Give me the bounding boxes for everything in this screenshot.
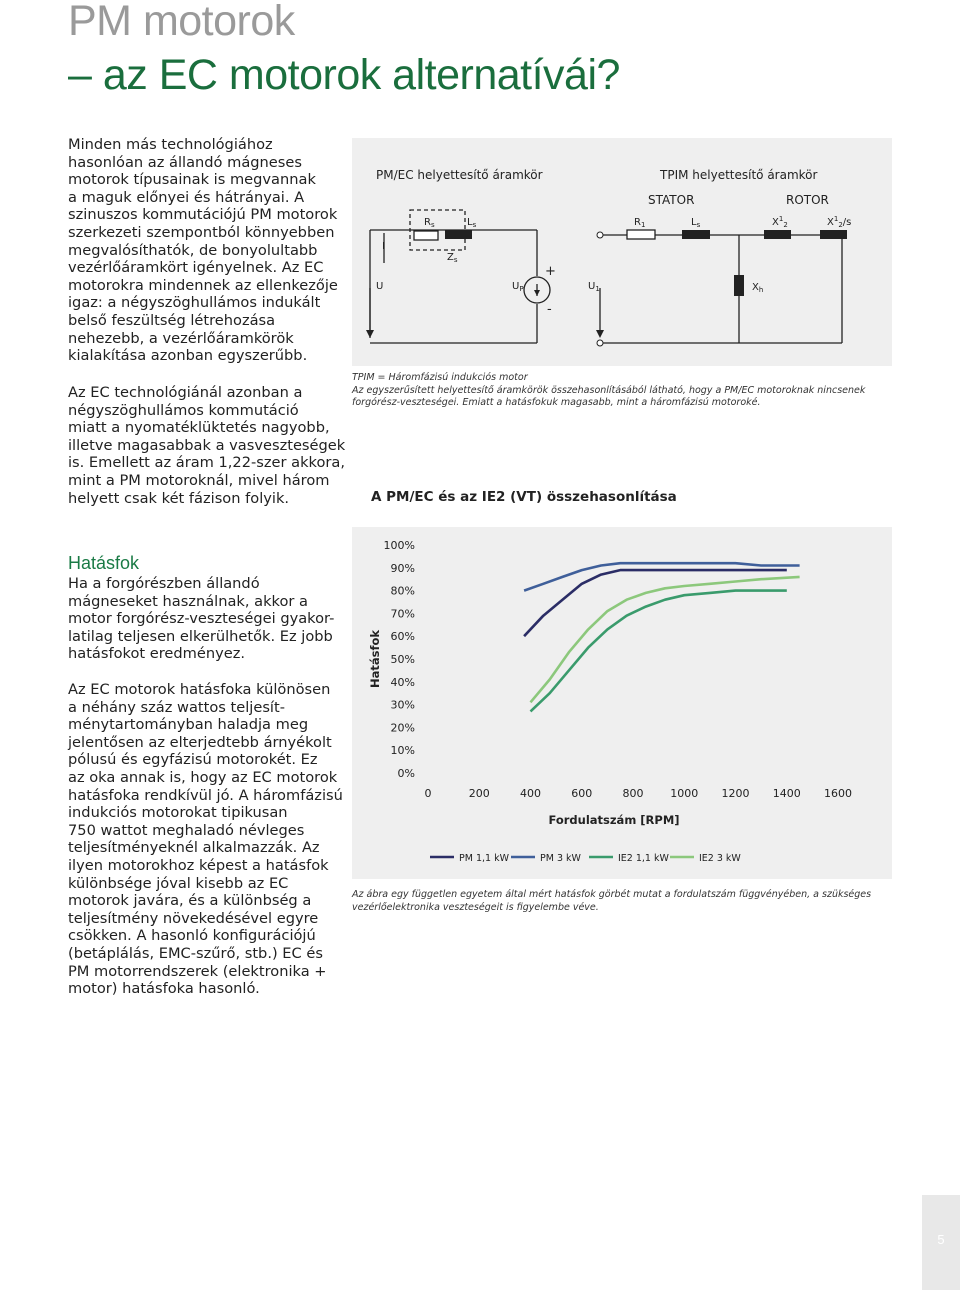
x-tick-label: 200 bbox=[468, 787, 490, 800]
legend-label: PM 1,1 kW bbox=[459, 853, 509, 864]
efficiency-paragraph-2 bbox=[68, 681, 343, 998]
text-line: 750 wattot meghaladó névleges bbox=[68, 821, 305, 839]
text-line: igaz: a négyszöghullámos indukált bbox=[68, 294, 321, 312]
text-line: különbsége jóval kisebb az EC bbox=[68, 874, 289, 892]
circuit-caption bbox=[352, 372, 865, 410]
text-line: a néhány száz wattos teljesít- bbox=[68, 698, 285, 716]
svg-text:-: - bbox=[547, 302, 552, 317]
y-tick-label: 50% bbox=[390, 653, 415, 666]
x-axis-label: Fordulatszám [RPM] bbox=[548, 813, 680, 827]
text-line: forgórész-veszteségei. Emiatt a hatásfokuk magasabb, mint a háromfázisú motoroké. bbox=[352, 397, 761, 408]
text-line: motorokra mindennek az ellenkezője bbox=[68, 276, 338, 294]
x-tick-label: 0 bbox=[424, 787, 432, 800]
y-tick-label: 70% bbox=[390, 607, 415, 621]
text-line: illetve magasabbak a vasveszteségek bbox=[68, 436, 346, 454]
legend-label: IE2 3 kW bbox=[699, 853, 741, 864]
text-line: Az EC motorok hatásfoka különösen bbox=[68, 681, 331, 698]
y-tick-label: 20% bbox=[390, 721, 415, 735]
svg-text:X12: $X^1_2$ bbox=[772, 215, 788, 229]
text-line: jelentősen az elterjedtebb árnyékolt bbox=[68, 733, 332, 751]
text-line: az oka annak is, hogy az EC motorok bbox=[68, 768, 338, 786]
text-line: vezérlőelektronika veszteségeit is figyelembe véve. bbox=[352, 901, 599, 913]
text-line: helyett csak két fázison folyik. bbox=[68, 489, 290, 507]
intro-paragraph bbox=[68, 136, 338, 365]
chart-panel bbox=[352, 527, 892, 879]
x-tick-label: 800 bbox=[622, 787, 644, 800]
text-line: motor forgórész-veszteségei gyakor- bbox=[68, 610, 335, 628]
x-tick-label: 400 bbox=[520, 787, 541, 800]
y-tick-label: 80% bbox=[390, 584, 415, 598]
legend-label: PM 3 kW bbox=[540, 853, 581, 864]
x-tick-label: 1000 bbox=[670, 787, 699, 800]
text-line: is. Emellett az áram 1,22-szer akkora, bbox=[68, 454, 345, 472]
text-line: szinuszos kommutációjú PM motorok bbox=[68, 206, 338, 224]
text-line: négyszöghullámos kommutáció bbox=[68, 401, 299, 419]
efficiency-paragraph-1 bbox=[68, 575, 335, 663]
svg-text:Xh: $X_h$ bbox=[752, 282, 764, 294]
text-line: motorok javára, és a különbség a bbox=[68, 892, 312, 910]
y-tick-label: 100% bbox=[383, 539, 415, 552]
chart-heading: A PM/EC és az IE2 (VT) összehasonlítása bbox=[371, 489, 677, 505]
text-line: a maguk előnyei és hátrányai. A bbox=[68, 188, 305, 206]
y-tick-label: 40% bbox=[390, 675, 415, 689]
second-paragraph bbox=[68, 384, 346, 507]
text-line: motor) hatásfoka hasonló. bbox=[68, 980, 260, 998]
text-line: ménytartományban haladja meg bbox=[68, 716, 309, 734]
efficiency-chart bbox=[352, 527, 892, 879]
page-title-line2: – az EC motorok alternatívái? bbox=[68, 51, 620, 99]
circuit-diagram bbox=[352, 138, 892, 366]
text-line: hatásfokot eredményez. bbox=[68, 645, 246, 663]
y-tick-label: 10% bbox=[390, 744, 415, 758]
text-line: teljesítmény növekedésével egyre bbox=[68, 909, 319, 927]
x-tick-label: 600 bbox=[571, 787, 593, 800]
text-line: hasonlóan az állandó mágneses bbox=[68, 153, 302, 171]
text-line: (betáplálás, EMC-szűrő, stb.) EC és bbox=[68, 944, 323, 962]
chart-caption bbox=[352, 889, 871, 914]
svg-text:UP: $U_P$ bbox=[512, 281, 524, 293]
y-tick-label: 90% bbox=[390, 561, 415, 575]
text-line: Ha a forgórészben állandó bbox=[68, 575, 260, 592]
text-line: megvalósíthatók, de bonyolultabb bbox=[68, 241, 318, 259]
text-line: hatásfoka rendkívül jó. A háromfázisú bbox=[68, 786, 343, 804]
text-line: csökken. A hasonló konfigurációjú bbox=[68, 927, 316, 945]
text-line: mágneseket használnak, akkor a bbox=[68, 592, 308, 610]
svg-text:Rs: $R_s$ bbox=[424, 217, 435, 229]
text-line: vezérlőáramkört igényelnek. Az EC bbox=[68, 259, 324, 277]
text-line: TPIM = Háromfázisú indukciós motor bbox=[352, 372, 528, 383]
svg-text:Zs: $Z_s$ bbox=[447, 252, 458, 264]
svg-text:R1: $R_1$ bbox=[634, 217, 646, 229]
svg-text:I: I bbox=[382, 241, 385, 252]
circuit-panel bbox=[352, 138, 892, 366]
text-line: pólusú és egyfázisú motorokét. Ez bbox=[68, 751, 318, 769]
y-tick-label: 30% bbox=[390, 698, 415, 712]
y-axis-label: Hatásfok bbox=[368, 629, 382, 689]
text-line: teljesítményeknél alkalmazzák. Az bbox=[68, 839, 320, 857]
series-line-3 bbox=[531, 577, 800, 702]
text-line: ilyen motorokhoz képest a hatásfok bbox=[68, 856, 329, 874]
y-tick-label: 0% bbox=[397, 767, 415, 780]
text-line: szerkezeti szempontból könnyebben bbox=[68, 223, 335, 241]
text-line: miatt a nyomatéklüktetés nagyobb, bbox=[68, 419, 330, 437]
text-line: PM motorrendszerek (elektronika + bbox=[68, 962, 327, 980]
x-tick-label: 1600 bbox=[824, 787, 852, 800]
svg-text:U1: $U_1$ bbox=[588, 281, 600, 293]
text-line: motorok típusainak is megvannak bbox=[68, 171, 316, 189]
y-tick-label: 60% bbox=[390, 630, 415, 644]
x-tick-label: 1400 bbox=[772, 787, 801, 800]
left-circuit-title: PM/EC helyettesítő áramkör bbox=[376, 168, 543, 182]
svg-text:U: U bbox=[376, 281, 384, 292]
stator-label: STATOR bbox=[648, 193, 695, 207]
rotor-label: ROTOR bbox=[786, 193, 829, 207]
series-line-1 bbox=[524, 563, 800, 590]
text-line: Az ábra egy független egyetem által mért hatásfok görbét mutat a fordulatszám függvényében, a szükséges bbox=[352, 889, 872, 900]
text-line: Az egyszerűsített helyettesítő áramkörök összehasonlításából látható, hogy a PM/EC motoroknak nincsenek bbox=[352, 384, 866, 396]
text-line: mint a PM motoroknál, mivel három bbox=[68, 471, 330, 489]
right-circuit-title: TPIM helyettesítő áramkör bbox=[660, 168, 818, 182]
page-number: 5 bbox=[937, 1232, 945, 1247]
text-line: belső feszültség létrehozása bbox=[68, 311, 276, 329]
svg-text:Ls: $L_s$ bbox=[467, 217, 477, 229]
x-tick-label: 1200 bbox=[721, 787, 750, 800]
svg-text:+: + bbox=[545, 264, 556, 279]
text-line: kialakítása azonban egyszerűbb. bbox=[68, 347, 308, 365]
text-line: latilag teljesen elkerülhetők. Ez jobb bbox=[68, 627, 333, 645]
legend-label: IE2 1,1 kW bbox=[618, 853, 669, 864]
text-line: Minden más technológiához bbox=[68, 136, 273, 153]
efficiency-heading: Hatásfok bbox=[68, 553, 140, 573]
page-title-line1: PM motorok bbox=[68, 0, 295, 45]
svg-text:X12/s: $X^1_2/s$ bbox=[827, 215, 852, 229]
text-line: indukciós motorokat tipikusan bbox=[68, 804, 288, 822]
svg-text:Ls: $L_s$ bbox=[691, 217, 701, 229]
text-line: Az EC technológiánál azonban a bbox=[68, 384, 303, 401]
text-line: nehezebb, a vezérlőáramkörök bbox=[68, 329, 294, 347]
